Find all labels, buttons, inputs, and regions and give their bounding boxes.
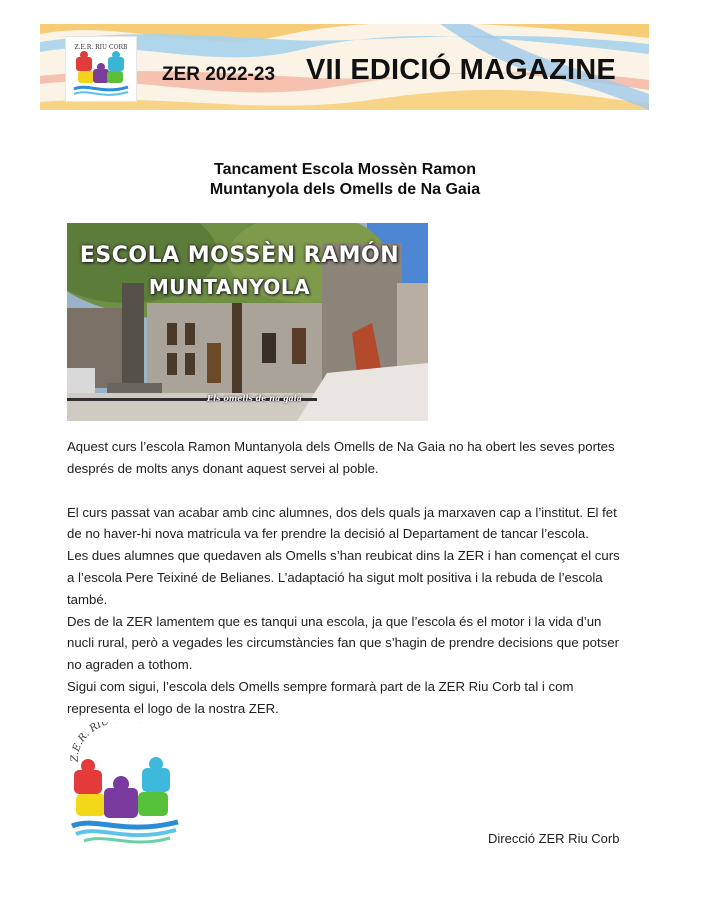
header-banner: [40, 24, 649, 110]
photo-title-line1: ESCOLA MOSSÈN RAMÓN: [79, 243, 400, 268]
school-photo: [67, 223, 428, 421]
article-title: [160, 160, 530, 200]
puzzle-logo-icon: [66, 722, 184, 852]
photo-caption: Els omells de na gaia: [207, 393, 302, 403]
edition-label: ZER 2022-23: [162, 64, 276, 85]
article-title-line1: Tancament Escola Mossèn Ramon: [214, 161, 476, 178]
signature: Direcció ZER Riu Corb: [488, 831, 620, 846]
article-body: [67, 436, 627, 720]
zer-logo: [65, 36, 137, 102]
svg-text:Z.E.R. RIU CORB: Z.E.R. RIU CORB: [74, 44, 128, 51]
svg-text:Z.E.R. RIU CORB: Z.E.R. RIU: [69, 722, 111, 763]
paragraph-3: Les dues alumnes que quedaven als Omells s’han reubicat dins la ZER i han començat el curs a l’escola Pere Teixiné de Belianes. L’adaptació ha sigut molt positiva i la rebuda de l’escola també.: [67, 548, 620, 607]
magazine-title: VII EDICIÓ MAGAZINE: [306, 54, 616, 86]
paragraph-4: Des de la ZER lamentem que es tanqui una escola, ja que l’escola és el motor i la vida d’un nucli rural, però a vegades les circumstàncies fan que s’hagin de prendre decisions que potser no agraden a tothom.: [67, 613, 619, 673]
paragraph-2: El curs passat van acabar amb cinc alumnes, dos dels quals ja marxaven cap a l’institut. El fet de no haver-hi nova matricula va fer prendre la decisió al Departament de tancar l’escola.: [67, 504, 617, 542]
paragraph-gap: [67, 480, 627, 502]
article-title-line2: Muntanyola dels Omells de Na Gaia: [209, 181, 481, 198]
puzzle-logo-icon: [66, 37, 136, 101]
paragraph-5: Sigui com sigui, l’escola dels Omells sempre formarà part de la ZER Riu Corb tal i com representa el logo de la nostra ZER.: [67, 678, 574, 716]
paragraph-1: Aquest curs l’escola Ramon Muntanyola dels Omells de Na Gaia no ha obert les seves portes després de molts anys donant aquest servei al poble.: [67, 439, 615, 476]
photo-title-line2: MUNTANYOLA: [148, 275, 311, 299]
zer-riu-corb-logo: [66, 722, 184, 852]
